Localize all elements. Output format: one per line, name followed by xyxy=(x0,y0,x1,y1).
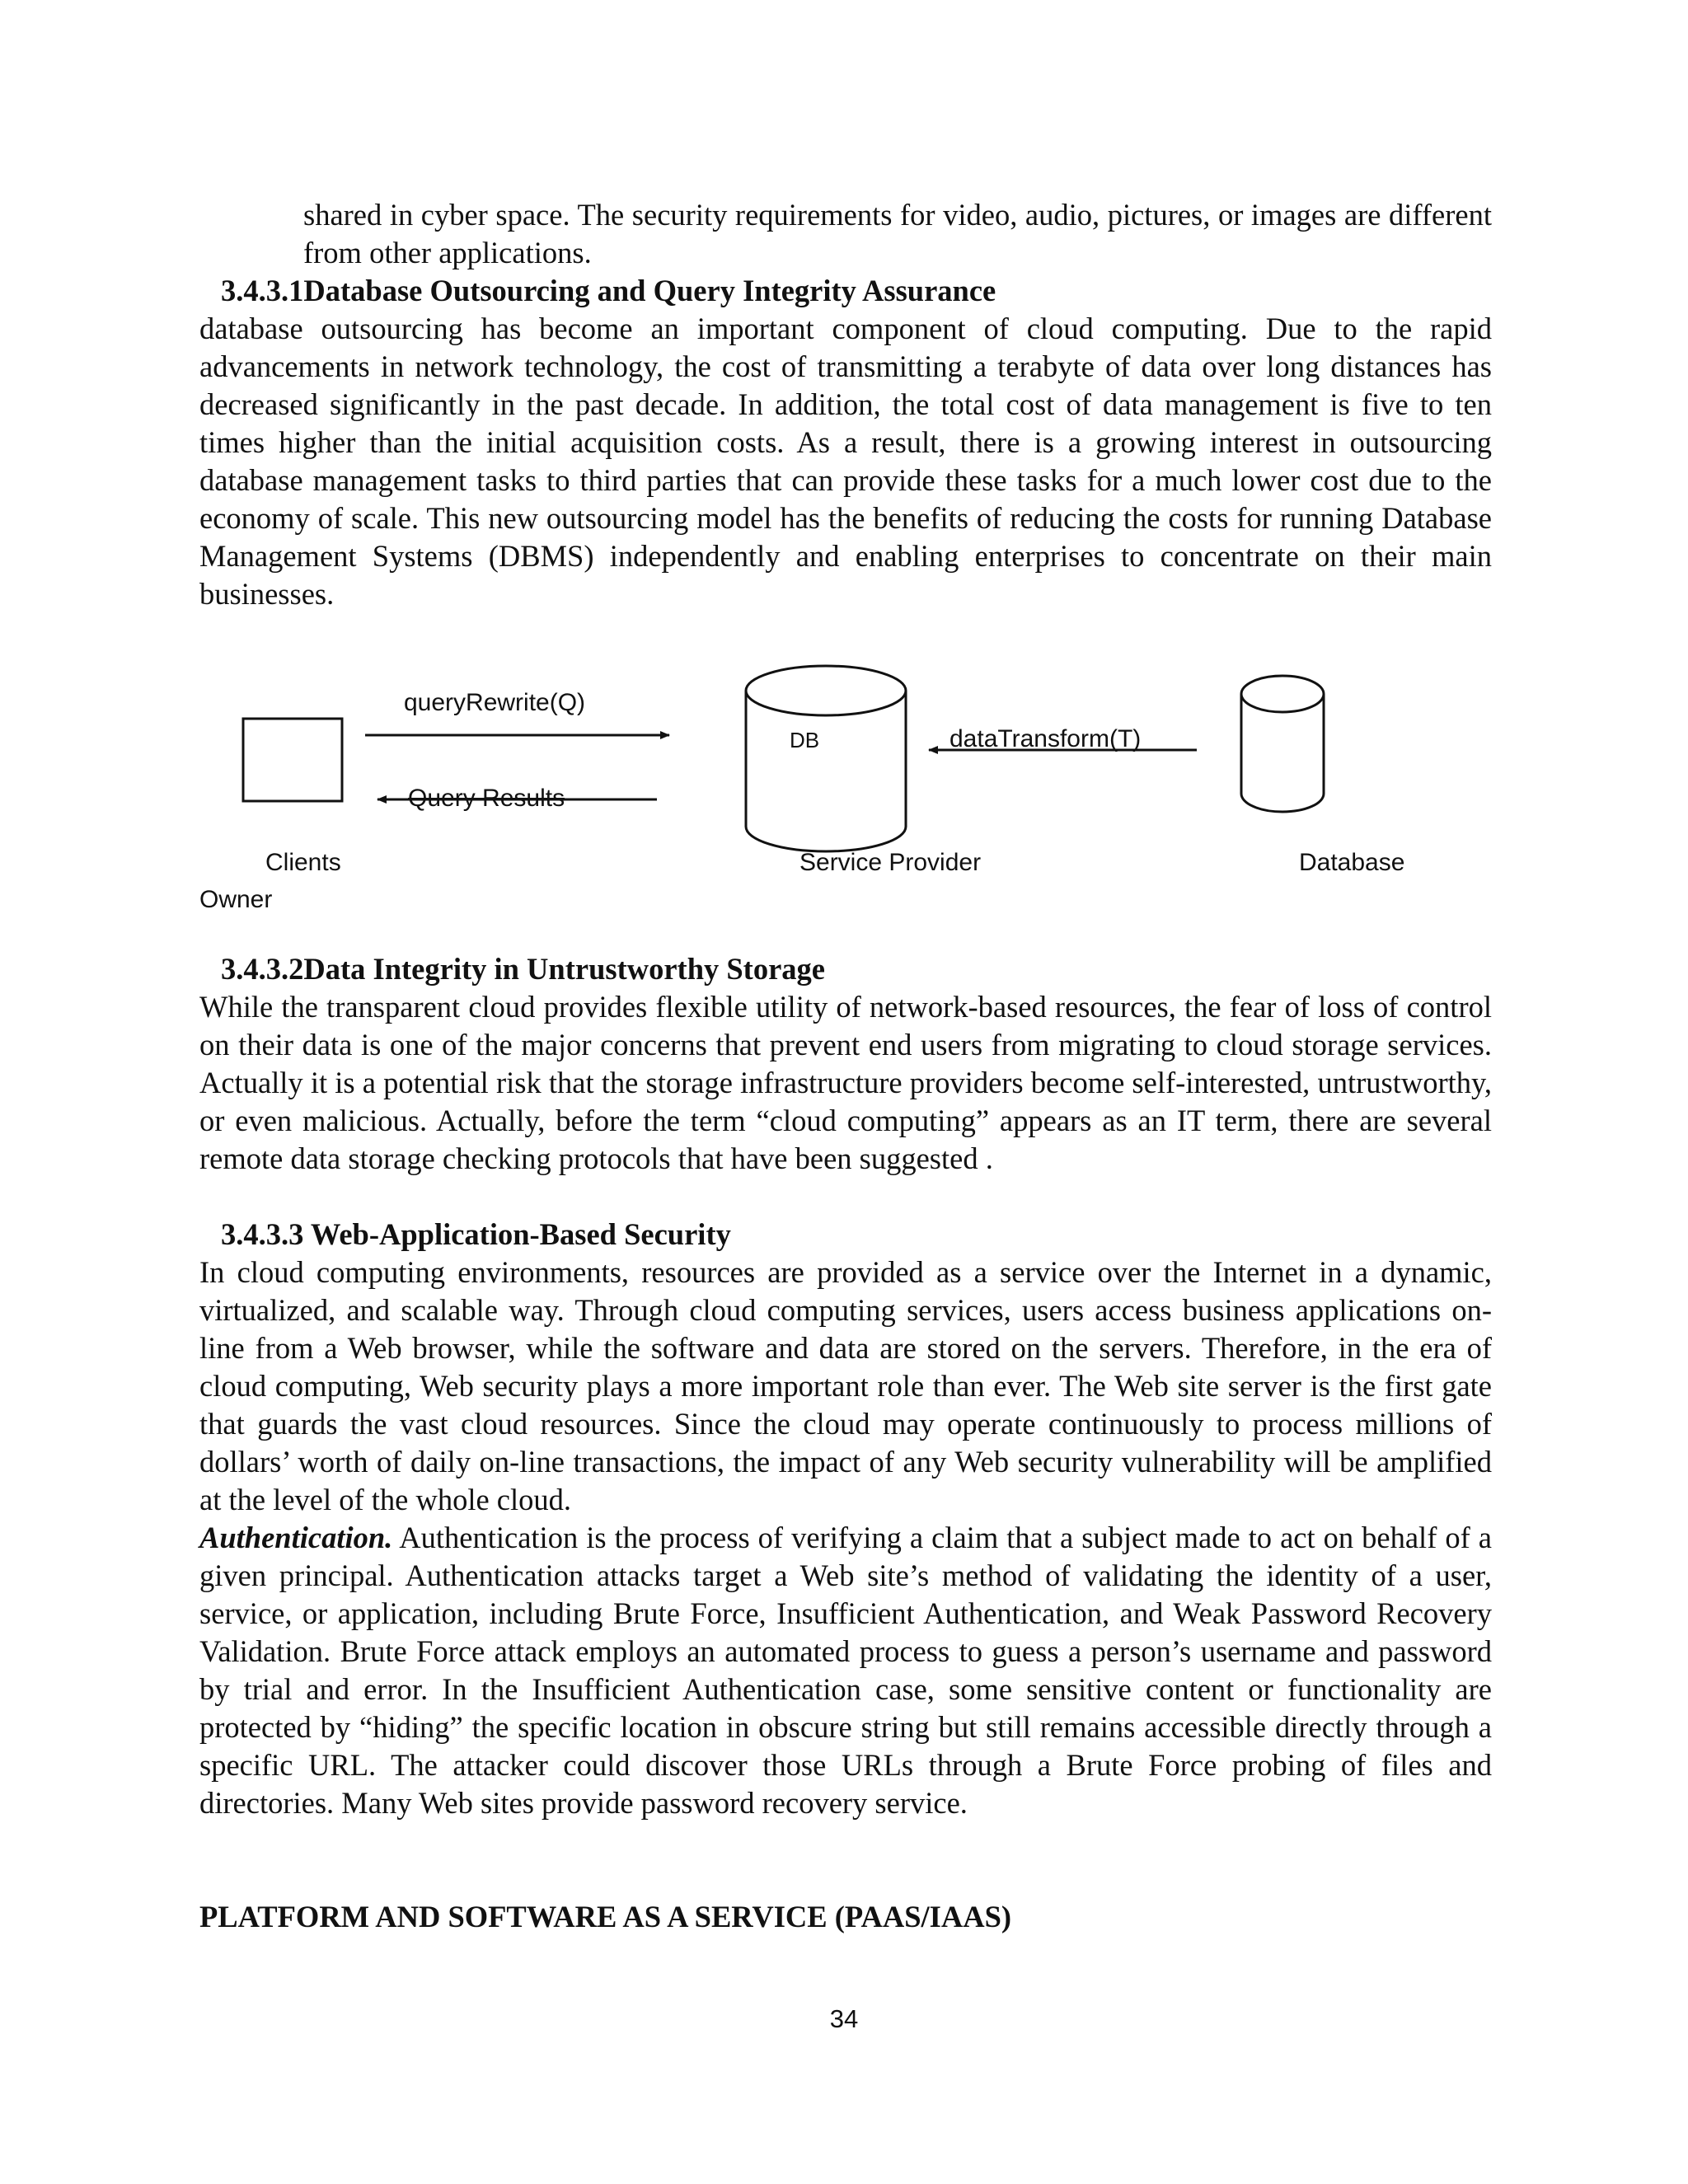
data-integrity-paragraph: While the transparent cloud provides flexible utility of network-based resources, the fear of loss of control on their data is one of the major concerns that prevent end users from migrating to cloud storage services. Actually it is a potential risk that the storage infrastructure providers become self-interested, untrustworthy, or even malicious. Actually, before the term “cloud computing” appears as an IT term, there are several remote data storage checking protocols that have been suggested . xyxy=(199,990,1492,1175)
section-heading-data-integrity: 3.4.3.2Data Integrity in Untrustworthy Storage xyxy=(221,952,825,986)
web-security-paragraph: In cloud computing environments, resources are provided as a service over the Internet in a dynamic, virtualized, and scalable way. Through cloud computing services, users access business applications on-line from a Web browser, while the software and data are stored on the servers. Therefore, in the era of cloud computing, Web security plays a more important role than ever. The Web site server is the first gate that guards the vast cloud resources. Since the cloud may operate continuously to process millions of dollars’ worth of daily on-line transactions, the impact of any Web security vulnerability will be amplified at the level of the whole cloud. xyxy=(199,1255,1492,1516)
query-rewrite-label: queryRewrite(Q) xyxy=(404,689,586,716)
authentication-paragraph xyxy=(199,1519,1492,1822)
section-heading-web-security: 3.4.3.3 Web-Application-Based Security xyxy=(221,1217,731,1251)
authentication-body: Authentication is the process of verifying a claim that a subject made to act on behalf of a given principal. Authentication attacks target a Web site’s method of validating the identity of a user, service, or application, including Brute Force, Insufficient Authentication, and Weak Password Recovery Validation. Brute Force attack employs an automated process to guess a person’s username and password by trial and error. In the Insufficient Authentication case, some sensitive content or functionality are protected by “hiding” the specific location in obscure string but still remains accessible directly through a specific URL. The attacker could discover those URLs through a Brute Force probing of files and directories. Many Web sites provide password recovery service. xyxy=(199,1521,1492,1820)
clients-label: Clients xyxy=(265,849,341,876)
section-heading-paas: PLATFORM AND SOFTWARE AS A SERVICE (PAAS/IAAS) xyxy=(199,1900,1012,1933)
data-transform-label: dataTransform(T) xyxy=(950,725,1142,752)
query-results-label: Query Results xyxy=(408,785,565,812)
database-label: Database xyxy=(1299,849,1405,876)
outsourcing-diagram xyxy=(0,659,1688,940)
database-outsourcing-paragraph: database outsourcing has become an important component of cloud computing. Due to the rapid advancements in network technology, the cost of transmitting a terabyte of data over long distances has decreased significantly in the past decade. In addition, the total cost of data management is five to ten times higher than the initial acquisition costs. As a result, there is a growing interest in outsourcing database management tasks to third parties that can provide these tasks for a much lower cost due to the economy of scale. This new outsourcing model has the benefits of reducing the costs for running Database Management Systems (DBMS) independently and enabling enterprises to concentrate on their main businesses. xyxy=(199,312,1492,611)
authentication-term: Authentication. xyxy=(199,1521,393,1554)
owner-label: Owner xyxy=(199,886,273,913)
service-provider-db-cylinder xyxy=(746,666,906,851)
intro-paragraph: shared in cyber space. The security requirements for video, audio, pictures, or images are different from other applications. xyxy=(303,198,1492,269)
section-heading-database-outsourcing: 3.4.3.1Database Outsourcing and Query Integrity Assurance xyxy=(221,274,996,307)
clients-box xyxy=(243,719,342,801)
db-label: DB xyxy=(790,728,820,752)
database-owner-cylinder xyxy=(1241,676,1324,812)
page-number: 34 xyxy=(829,2004,859,2033)
service-provider-label: Service Provider xyxy=(799,849,982,876)
